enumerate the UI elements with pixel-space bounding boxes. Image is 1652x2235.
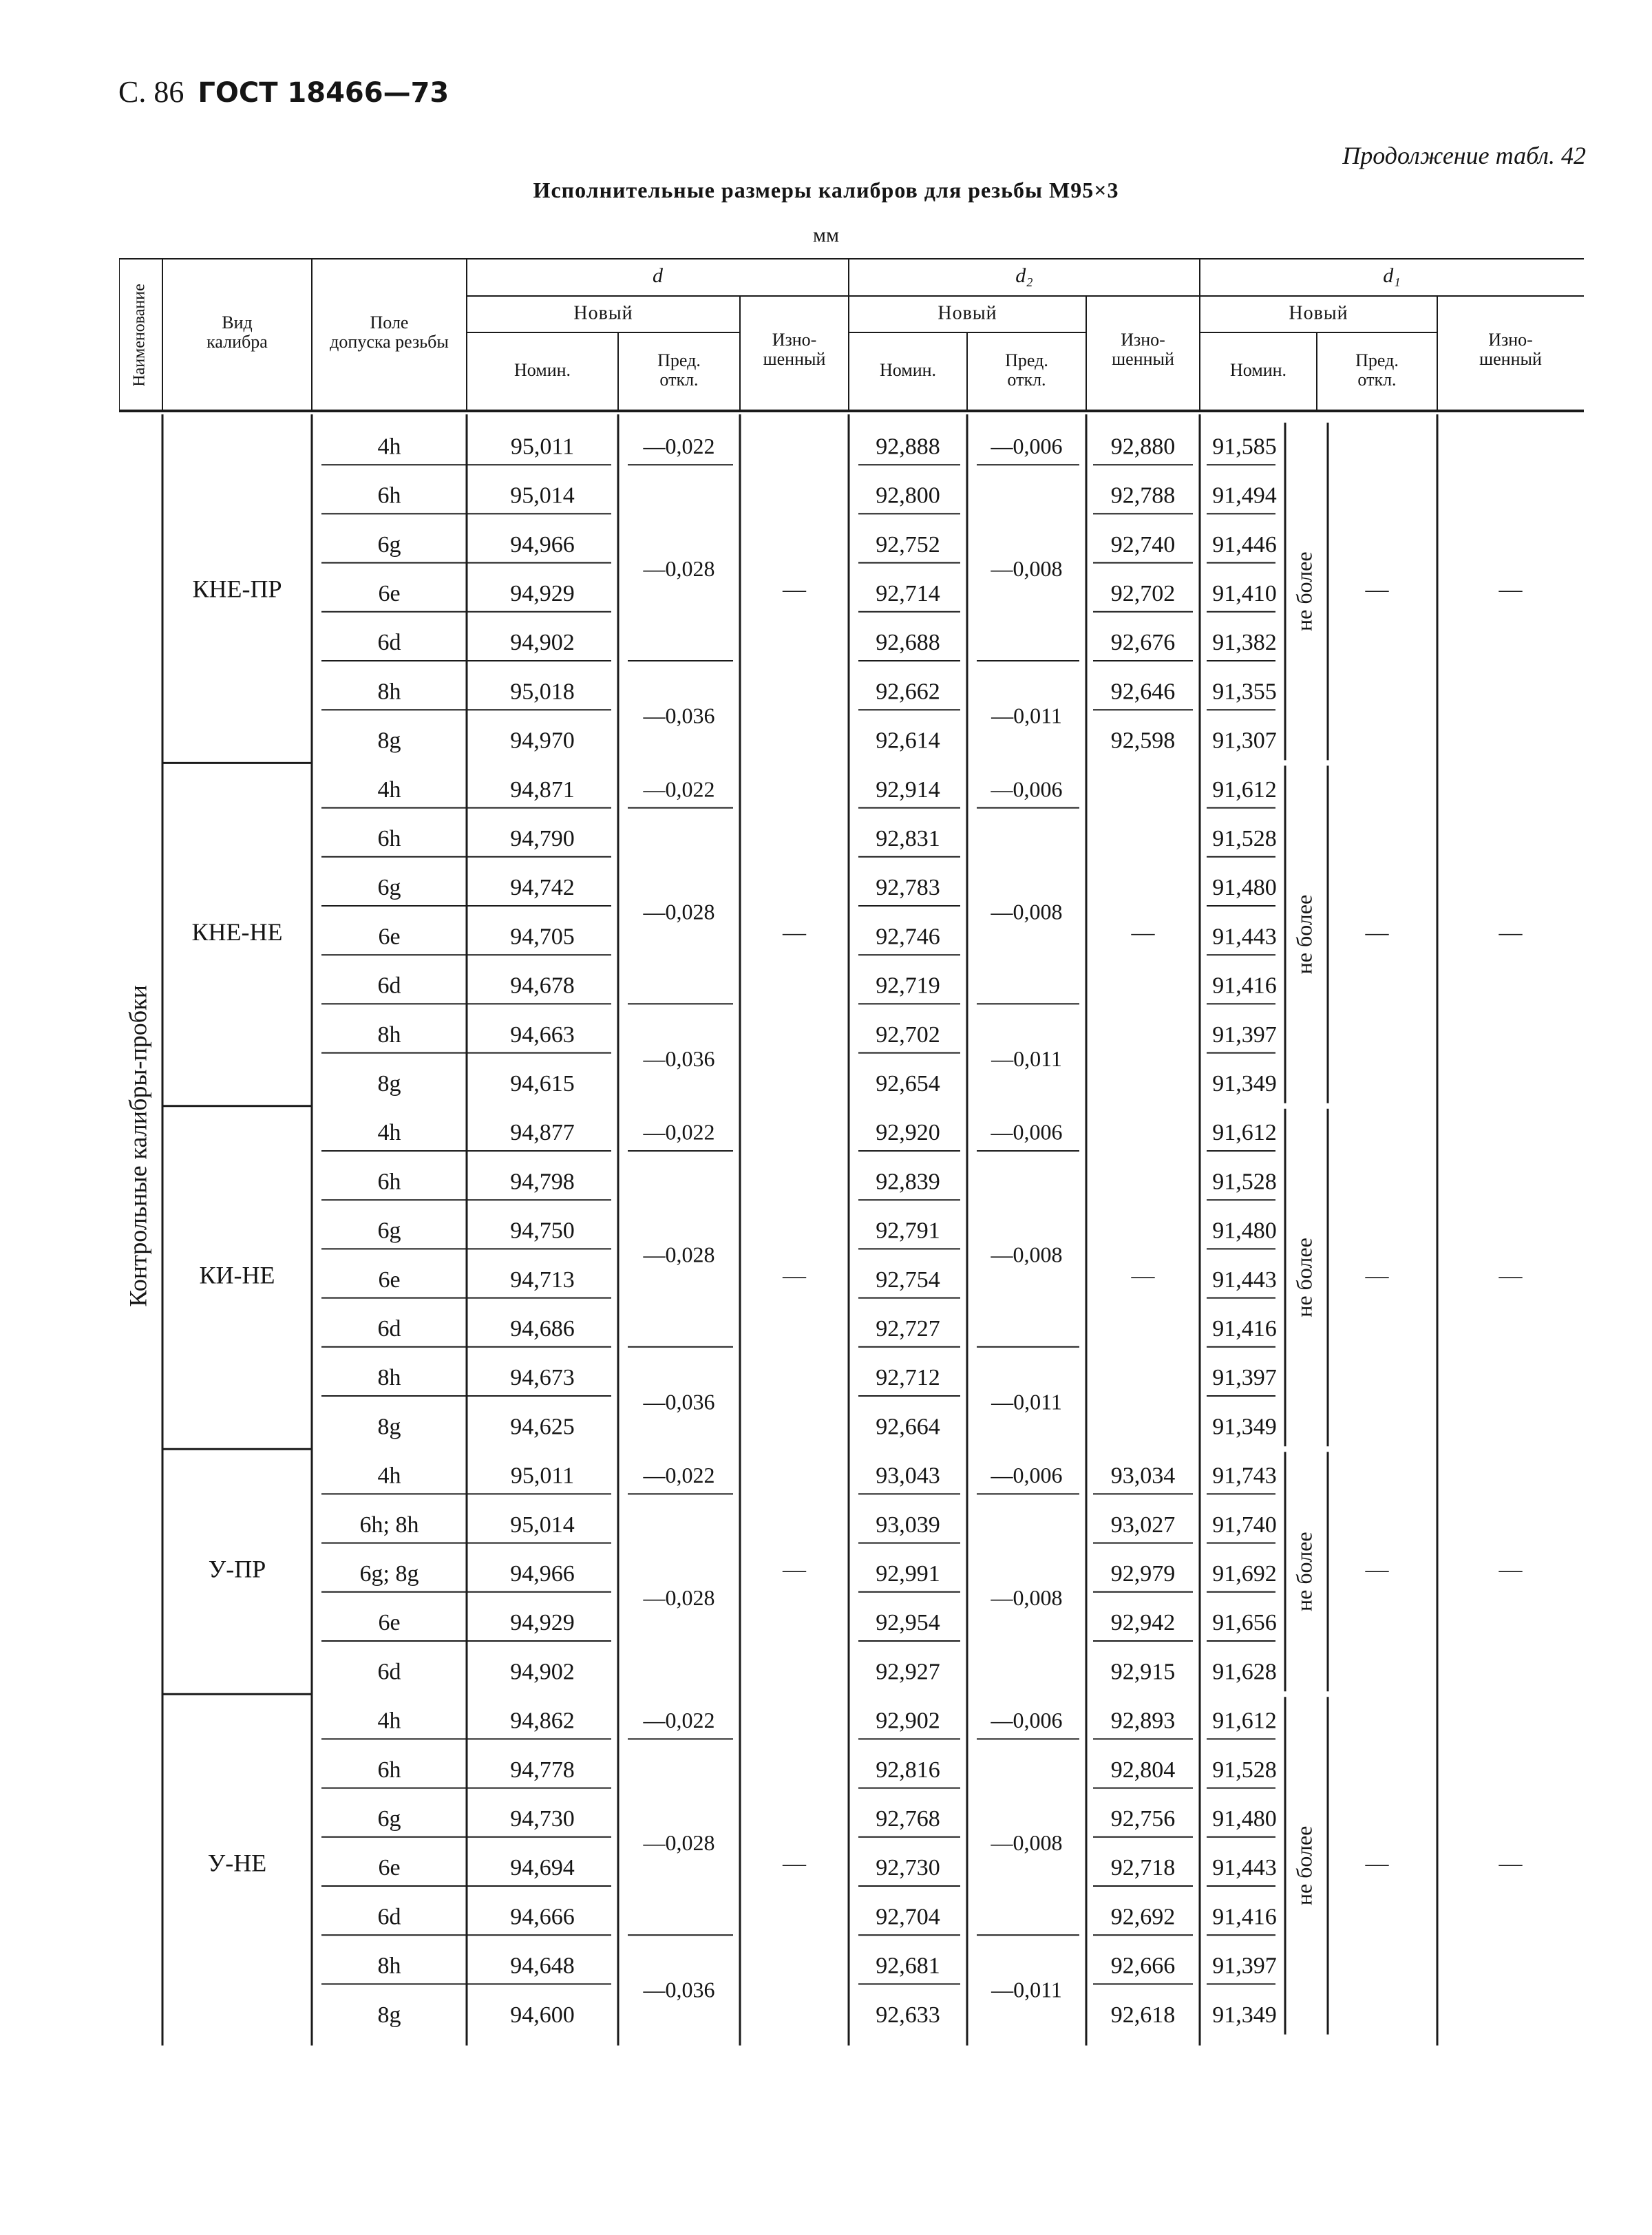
d2-nominal-cell: 92,662 xyxy=(876,679,940,705)
tolerance-field-cell: 6d xyxy=(377,630,401,656)
header-new-d1: Новый xyxy=(1289,302,1348,324)
d-nominal-cell: 94,750 xyxy=(510,1218,575,1244)
d1-nominal-cell: 91,349 xyxy=(1212,1414,1277,1440)
tolerance-field-cell: 6e xyxy=(378,1855,401,1881)
d2-nominal-cell: 92,816 xyxy=(876,1757,940,1783)
d2-worn-cell: 92,915 xyxy=(1110,1659,1176,1685)
d-nominal-cell: 94,713 xyxy=(510,1267,575,1293)
d2-nominal-cell: 92,730 xyxy=(876,1855,940,1881)
tolerance-field-cell: 4h xyxy=(377,776,401,803)
d2-nominal-cell: 92,927 xyxy=(876,1659,940,1685)
table-continuation-note: Продолжение табл. 42 xyxy=(1342,142,1586,169)
d1-nominal-cell: 91,628 xyxy=(1212,1659,1277,1685)
dimensions-table xyxy=(119,258,1584,2062)
d1-nominal-cell: 91,382 xyxy=(1212,630,1277,656)
d2-max-dev-cell: —0,008 xyxy=(991,1242,1063,1267)
d2-worn-cell: 92,942 xyxy=(1110,1610,1176,1636)
d1-max-dev-dash: — xyxy=(1365,920,1389,946)
d2-nominal-cell: 92,688 xyxy=(876,630,940,656)
d1-nominal-cell: 91,612 xyxy=(1212,1708,1277,1734)
header-max-dev-d2: Пред. xyxy=(1005,350,1048,370)
d1-nominal-cell: 91,349 xyxy=(1212,1070,1277,1097)
d1-nominal-cell: 91,410 xyxy=(1212,580,1277,606)
d2-worn-cell: 92,646 xyxy=(1110,679,1176,705)
tolerance-field-cell: 6g; 8g xyxy=(359,1560,419,1587)
tolerance-field-cell: 6d xyxy=(377,1904,401,1930)
header-kind: Вид xyxy=(222,312,253,332)
tolerance-field-cell: 6g xyxy=(377,1805,401,1832)
gauge-kind-У-НЕ: У-НЕ xyxy=(207,1849,267,1877)
d2-nominal-cell: 92,664 xyxy=(876,1414,940,1440)
d2-nominal-cell: 92,704 xyxy=(876,1904,940,1930)
d-nominal-cell: 94,877 xyxy=(510,1120,575,1146)
tolerance-field-cell: 8h xyxy=(377,1021,401,1048)
d2-nominal-cell: 93,043 xyxy=(876,1463,940,1489)
d1-nominal-cell: 91,692 xyxy=(1212,1560,1277,1587)
tolerance-field-cell: 6h xyxy=(377,825,401,851)
d2-max-dev-cell: —0,008 xyxy=(991,1830,1063,1856)
tolerance-field-cell: 6e xyxy=(378,580,401,606)
d-nominal-cell: 94,600 xyxy=(510,2002,575,2028)
table-unit: мм xyxy=(813,224,839,246)
d-nominal-cell: 94,673 xyxy=(510,1365,575,1391)
gauge-kind-КНЕ-ПР: КНЕ-ПР xyxy=(192,575,282,603)
d-max-dev-cell: —0,022 xyxy=(643,1708,715,1733)
d1-max-dev-dash: — xyxy=(1365,1556,1389,1582)
d2-nominal-cell: 92,754 xyxy=(876,1267,940,1293)
d1-worn-dash: — xyxy=(1499,576,1523,602)
d2-nominal-cell: 92,914 xyxy=(876,776,940,803)
d2-nominal-cell: 92,954 xyxy=(876,1610,940,1636)
d1-max-dev-dash: — xyxy=(1365,1262,1389,1289)
d2-worn-cell: 92,676 xyxy=(1110,630,1176,656)
d1-nominal-cell: 91,480 xyxy=(1212,875,1277,901)
d2-nominal-cell: 92,712 xyxy=(876,1365,940,1391)
d2-nominal-cell: 92,614 xyxy=(876,728,940,754)
d1-worn-dash: — xyxy=(1499,920,1523,946)
d2-nominal-cell: 92,633 xyxy=(876,2002,940,2028)
tolerance-field-cell: 6h xyxy=(377,1169,401,1195)
d2-max-dev-cell: —0,008 xyxy=(991,899,1063,924)
d2-worn-cell: 92,666 xyxy=(1110,1953,1176,1979)
tolerance-field-cell: 4h xyxy=(377,434,401,460)
d-nominal-cell: 94,970 xyxy=(510,728,575,754)
d2-worn-cell: 92,740 xyxy=(1110,531,1176,558)
d2-max-dev-cell: —0,006 xyxy=(991,1119,1063,1145)
header-new-d2: Новый xyxy=(938,302,997,324)
header-d: d xyxy=(653,264,663,287)
header-tolerance-field: Поле xyxy=(370,312,409,332)
d-nominal-cell: 94,705 xyxy=(510,924,575,950)
d2-worn-cell: 92,718 xyxy=(1110,1855,1176,1881)
d1-nominal-cell: 91,397 xyxy=(1212,1953,1277,1979)
d2-nominal-cell: 92,681 xyxy=(876,1953,940,1979)
d1-max-dev-dash: — xyxy=(1365,576,1389,602)
d1-nominal-cell: 91,416 xyxy=(1212,973,1277,999)
header-max-dev-d: Пред. xyxy=(657,350,701,370)
d-max-dev-cell: —0,028 xyxy=(643,1830,715,1856)
table-title: Исполнительные размеры калибров для резьбы M95×3 xyxy=(533,178,1119,202)
d-nominal-cell: 94,798 xyxy=(510,1169,575,1195)
limit-note: не более xyxy=(1291,1238,1317,1317)
d-max-dev-cell: —0,028 xyxy=(643,555,715,581)
header-worn-d1: шенный xyxy=(1479,348,1542,369)
d2-nominal-cell: 92,727 xyxy=(876,1315,940,1342)
limit-note: не более xyxy=(1291,1532,1317,1611)
d2-max-dev-cell: —0,011 xyxy=(991,703,1062,728)
tolerance-field-cell: 8g xyxy=(377,2002,401,2028)
tolerance-field-cell: 6e xyxy=(378,924,401,950)
d2-max-dev-cell: —0,006 xyxy=(991,1708,1063,1733)
tolerance-field-cell: 8g xyxy=(377,728,401,754)
d-max-dev-cell: —0,028 xyxy=(643,899,715,924)
d1-nominal-cell: 91,349 xyxy=(1212,2002,1277,2028)
d-worn-dash: — xyxy=(783,576,806,602)
gauge-kind-КИ-НЕ: КИ-НЕ xyxy=(199,1261,275,1289)
d2-nominal-cell: 92,714 xyxy=(876,580,940,606)
d2-nominal-cell: 92,791 xyxy=(876,1218,940,1244)
tolerance-field-cell: 6d xyxy=(377,1315,401,1342)
tolerance-field-cell: 4h xyxy=(377,1708,401,1734)
limit-note: не более xyxy=(1291,551,1317,631)
tolerance-field-cell: 6g xyxy=(377,531,401,558)
d2-worn-dash: — xyxy=(1131,920,1155,946)
d1-nominal-cell: 91,480 xyxy=(1212,1805,1277,1832)
header-name: Наименование xyxy=(130,284,149,387)
d1-nominal-cell: 91,612 xyxy=(1212,776,1277,803)
d-max-dev-cell: —0,028 xyxy=(643,1242,715,1267)
d-max-dev-cell: —0,036 xyxy=(643,1046,715,1071)
d-nominal-cell: 94,871 xyxy=(510,776,575,803)
d-nominal-cell: 95,014 xyxy=(510,1512,575,1538)
d1-nominal-cell: 91,612 xyxy=(1212,1120,1277,1146)
d2-worn-cell: 92,893 xyxy=(1110,1708,1176,1734)
d1-max-dev-dash: — xyxy=(1365,1851,1389,1877)
d2-nominal-cell: 92,902 xyxy=(876,1708,940,1734)
d2-nominal-cell: 92,920 xyxy=(876,1120,940,1146)
d2-nominal-cell: 92,831 xyxy=(876,825,940,851)
d-worn-dash: — xyxy=(783,1556,806,1582)
header-nominal-d: Номин. xyxy=(513,359,571,380)
header-worn-d: Изно- xyxy=(772,329,817,350)
d-max-dev-cell: —0,022 xyxy=(643,1463,715,1488)
d1-nominal-cell: 91,307 xyxy=(1212,728,1277,754)
d1-nominal-cell: 91,443 xyxy=(1212,924,1277,950)
tolerance-field-cell: 6g xyxy=(377,875,401,901)
d2-max-dev-cell: —0,011 xyxy=(991,1977,1062,2002)
d-nominal-cell: 94,615 xyxy=(510,1070,575,1097)
d1-nominal-cell: 91,446 xyxy=(1212,531,1277,558)
d2-nominal-cell: 92,752 xyxy=(876,531,940,558)
d2-nominal-cell: 93,039 xyxy=(876,1512,940,1538)
d2-worn-cell: 92,598 xyxy=(1110,728,1176,754)
d2-worn-cell: 92,979 xyxy=(1110,1560,1176,1587)
tolerance-field-cell: 6h xyxy=(377,1757,401,1783)
d2-worn-cell: 92,880 xyxy=(1110,434,1176,460)
d2-worn-dash: — xyxy=(1131,1262,1155,1289)
d2-worn-cell: 92,788 xyxy=(1110,483,1176,509)
d-nominal-cell: 94,742 xyxy=(510,875,575,901)
d2-max-dev-cell: —0,006 xyxy=(991,433,1063,458)
tolerance-field-cell: 8h xyxy=(377,1953,401,1979)
d2-worn-cell: 93,027 xyxy=(1110,1512,1176,1538)
header-d1: d₁ xyxy=(1383,264,1401,287)
page-label: С. 86 xyxy=(118,75,184,109)
d-nominal-cell: 94,790 xyxy=(510,825,575,851)
d1-nominal-cell: 91,355 xyxy=(1212,679,1277,705)
d1-nominal-cell: 91,480 xyxy=(1212,1218,1277,1244)
d2-nominal-cell: 92,783 xyxy=(876,875,940,901)
d-worn-dash: — xyxy=(783,1851,806,1877)
d2-nominal-cell: 92,702 xyxy=(876,1021,940,1048)
d-max-dev-cell: —0,022 xyxy=(643,776,715,802)
d2-worn-cell: 93,034 xyxy=(1110,1463,1176,1489)
d2-nominal-cell: 92,991 xyxy=(876,1560,940,1587)
group-name: Контрольные калибры-пробки xyxy=(124,985,152,1307)
header-worn-d2: Изно- xyxy=(1121,329,1165,350)
d2-nominal-cell: 92,839 xyxy=(876,1169,940,1195)
d1-worn-dash: — xyxy=(1499,1556,1523,1582)
d-nominal-cell: 95,018 xyxy=(510,679,575,705)
header-max-dev-d1: откл. xyxy=(1357,369,1397,390)
d2-max-dev-cell: —0,011 xyxy=(991,1046,1062,1071)
d2-max-dev-cell: —0,008 xyxy=(991,555,1063,581)
d-nominal-cell: 94,694 xyxy=(510,1855,575,1881)
d-nominal-cell: 94,862 xyxy=(510,1708,575,1734)
d2-nominal-cell: 92,654 xyxy=(876,1070,940,1097)
d1-nominal-cell: 91,743 xyxy=(1212,1463,1277,1489)
header-max-dev-d1: Пред. xyxy=(1355,350,1399,370)
d-nominal-cell: 94,929 xyxy=(510,580,575,606)
d2-nominal-cell: 92,888 xyxy=(876,434,940,460)
d-max-dev-cell: —0,022 xyxy=(643,433,715,458)
header-worn-d: шенный xyxy=(763,348,826,369)
d1-nominal-cell: 91,397 xyxy=(1212,1021,1277,1048)
d-nominal-cell: 94,625 xyxy=(510,1414,575,1440)
d1-nominal-cell: 91,443 xyxy=(1212,1267,1277,1293)
tolerance-field-cell: 6d xyxy=(377,973,401,999)
d-nominal-cell: 94,929 xyxy=(510,1610,575,1636)
d2-max-dev-cell: —0,011 xyxy=(991,1389,1062,1415)
tolerance-field-cell: 6h; 8h xyxy=(359,1512,419,1538)
d1-worn-dash: — xyxy=(1499,1851,1523,1877)
d2-max-dev-cell: —0,006 xyxy=(991,776,1063,802)
tolerance-field-cell: 8g xyxy=(377,1070,401,1097)
d2-worn-cell: 92,702 xyxy=(1110,580,1176,606)
d2-nominal-cell: 92,768 xyxy=(876,1805,940,1832)
d-nominal-cell: 94,663 xyxy=(510,1021,575,1048)
d-nominal-cell: 94,686 xyxy=(510,1315,575,1342)
d-max-dev-cell: —0,028 xyxy=(643,1585,715,1611)
d-nominal-cell: 94,902 xyxy=(510,630,575,656)
header-kind: калибра xyxy=(206,331,268,352)
d1-nominal-cell: 91,397 xyxy=(1212,1365,1277,1391)
d-max-dev-cell: —0,036 xyxy=(643,1389,715,1415)
page-header xyxy=(118,74,449,109)
d1-nominal-cell: 91,416 xyxy=(1212,1904,1277,1930)
d-nominal-cell: 94,778 xyxy=(510,1757,575,1783)
d-nominal-cell: 94,966 xyxy=(510,1560,575,1587)
header-nominal-d2: Номин. xyxy=(879,359,937,380)
d1-worn-dash: — xyxy=(1499,1262,1523,1289)
d-nominal-cell: 94,666 xyxy=(510,1904,575,1930)
d-nominal-cell: 95,014 xyxy=(510,483,575,509)
header-worn-d1: Изно- xyxy=(1488,329,1533,350)
tolerance-field-cell: 6e xyxy=(378,1267,401,1293)
limit-note: не более xyxy=(1291,894,1317,975)
d-nominal-cell: 94,730 xyxy=(510,1805,575,1832)
tolerance-field-cell: 8h xyxy=(377,1365,401,1391)
d1-nominal-cell: 91,528 xyxy=(1212,1169,1277,1195)
tolerance-field-cell: 6h xyxy=(377,483,401,509)
header-tolerance-field: допуска резьбы xyxy=(330,331,449,352)
tolerance-field-cell: 6g xyxy=(377,1218,401,1244)
header-d2: d₂ xyxy=(1015,264,1033,287)
d2-nominal-cell: 92,746 xyxy=(876,924,940,950)
standard-code: ГОСТ 18466—73 xyxy=(198,77,449,109)
gauge-kind-КНЕ-НЕ: КНЕ-НЕ xyxy=(191,918,283,946)
d-max-dev-cell: —0,022 xyxy=(643,1119,715,1145)
d2-max-dev-cell: —0,006 xyxy=(991,1463,1063,1488)
header-nominal-d1: Номин. xyxy=(1229,359,1287,380)
d2-worn-cell: 92,618 xyxy=(1110,2002,1176,2028)
tolerance-field-cell: 4h xyxy=(377,1120,401,1146)
d2-worn-cell: 92,756 xyxy=(1110,1805,1176,1832)
header-max-dev-d2: откл. xyxy=(1007,369,1046,390)
d-max-dev-cell: —0,036 xyxy=(643,1977,715,2002)
d2-nominal-cell: 92,719 xyxy=(876,973,940,999)
d-nominal-cell: 95,011 xyxy=(510,1463,575,1489)
gauge-kind-У-ПР: У-ПР xyxy=(208,1555,266,1583)
d2-worn-cell: 92,804 xyxy=(1110,1757,1176,1783)
d1-nominal-cell: 91,443 xyxy=(1212,1855,1277,1881)
d1-nominal-cell: 91,740 xyxy=(1212,1512,1277,1538)
d-nominal-cell: 95,011 xyxy=(510,434,575,460)
d1-nominal-cell: 91,656 xyxy=(1212,1610,1277,1636)
d-nominal-cell: 94,678 xyxy=(510,973,575,999)
d2-max-dev-cell: —0,008 xyxy=(991,1585,1063,1611)
tolerance-field-cell: 6e xyxy=(378,1610,401,1636)
d-nominal-cell: 94,902 xyxy=(510,1659,575,1685)
d1-nominal-cell: 91,528 xyxy=(1212,825,1277,851)
limit-note: не более xyxy=(1291,1825,1317,1906)
d1-nominal-cell: 91,528 xyxy=(1212,1757,1277,1783)
d-nominal-cell: 94,648 xyxy=(510,1953,575,1979)
d-nominal-cell: 94,966 xyxy=(510,531,575,558)
d2-worn-cell: 92,692 xyxy=(1110,1904,1176,1930)
d-max-dev-cell: —0,036 xyxy=(643,703,715,728)
d-worn-dash: — xyxy=(783,1262,806,1289)
d-worn-dash: — xyxy=(783,920,806,946)
tolerance-field-cell: 8h xyxy=(377,679,401,705)
d1-nominal-cell: 91,416 xyxy=(1212,1315,1277,1342)
header-max-dev-d: откл. xyxy=(659,369,699,390)
d1-nominal-cell: 91,494 xyxy=(1212,483,1277,509)
header-new-d: Новый xyxy=(573,302,633,324)
tolerance-field-cell: 6d xyxy=(377,1659,401,1685)
header-worn-d2: шенный xyxy=(1112,348,1174,369)
tolerance-field-cell: 8g xyxy=(377,1414,401,1440)
d1-nominal-cell: 91,585 xyxy=(1212,434,1277,460)
tolerance-field-cell: 4h xyxy=(377,1463,401,1489)
d2-nominal-cell: 92,800 xyxy=(876,483,940,509)
